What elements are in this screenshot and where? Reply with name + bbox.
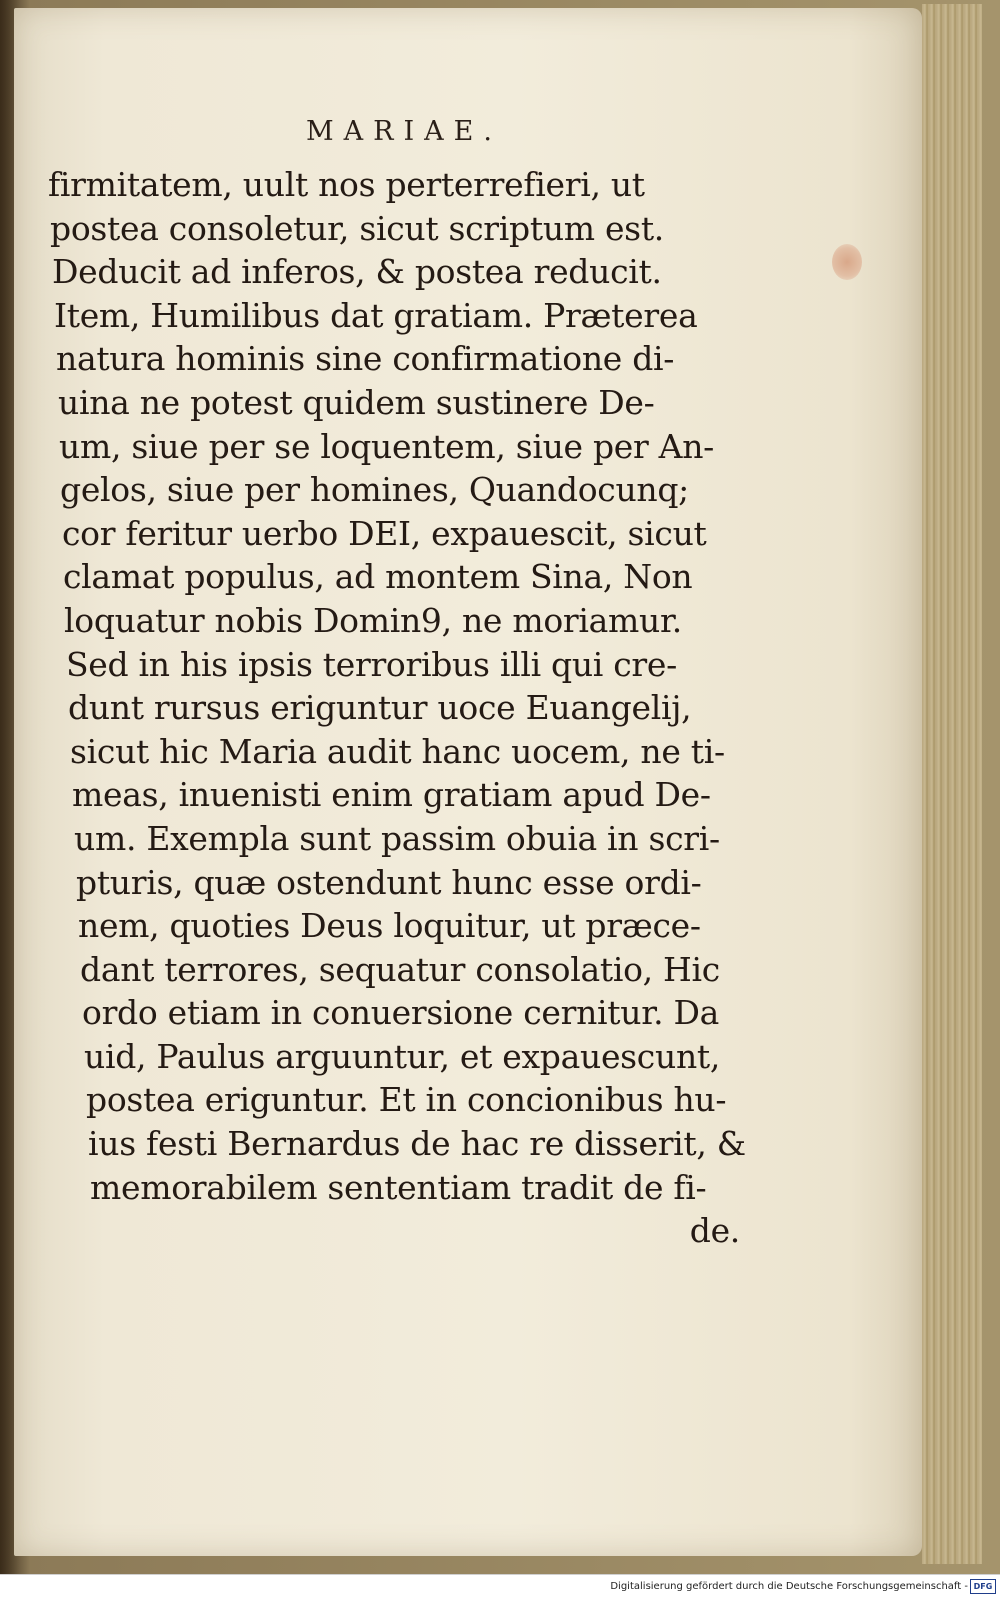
text-line: loquatur nobis Domin9, ne moriamur.	[64, 600, 682, 640]
text-line: dant terrores, sequatur consolatio, Hic	[80, 949, 720, 989]
text-line: um, siue per se loquentem, siue per An-	[59, 426, 715, 466]
page-edge	[922, 4, 982, 1564]
text-line: nem, quoties Deus loquitur, ut præce-	[78, 906, 701, 946]
running-head: MARIAE.	[306, 116, 502, 147]
footer-credit: Digitalisierung gefördert durch die Deutsche Forschungsgemeinschaft -	[610, 1581, 968, 1592]
text-line: Deducit ad inferos, & postea reducit.	[52, 252, 662, 292]
text-line: gelos, siue per homines, Quandocunq;	[60, 470, 689, 510]
text-line: postea consoletur, sicut scriptum est.	[50, 208, 664, 248]
text-line: uid, Paulus arguuntur, et expauescunt,	[84, 1036, 721, 1076]
text-line: postea eriguntur. Et in concionibus hu-	[86, 1080, 727, 1120]
text-line: pturis, quæ ostendunt hunc esse ordi-	[76, 862, 702, 902]
text-line: clamat populus, ad montem Sina, Non	[63, 557, 693, 597]
page-stain	[832, 244, 862, 280]
digitization-footer	[0, 1574, 1000, 1597]
text-line: natura hominis sine confirmatione di-	[56, 339, 675, 379]
text-line: ius festi Bernardus de hac re disserit, &	[88, 1124, 746, 1164]
text-line-catchword: de.	[689, 1211, 740, 1251]
text-block	[44, 163, 744, 1253]
text-line: sicut hic Maria audit hanc uocem, ne ti-	[70, 731, 725, 771]
text-line: um. Exempla sunt passim obuia in scri-	[74, 818, 720, 858]
text-line: firmitatem, uult nos perterrefieri, ut	[48, 165, 645, 204]
text-line: dunt rursus eriguntur uoce Euangelij,	[68, 688, 692, 728]
text-line: Item, Humilibus dat gratiam. Præterea	[54, 295, 698, 335]
text-line: ordo etiam in conuersione cernitur. Da	[82, 993, 719, 1033]
text-line: uina ne potest quidem sustinere De-	[58, 382, 655, 422]
text-line: memorabilem sententiam tradit de fi-	[90, 1167, 707, 1207]
text-line: cor feritur uerbo DEI, expauescit, sicut	[62, 513, 707, 553]
text-line: meas, inuenisti enim gratiam apud De-	[72, 775, 711, 815]
dfg-logo: DFG	[970, 1579, 996, 1594]
text-line: Sed in his ipsis terroribus illi qui cre-	[66, 644, 677, 684]
book-page	[14, 8, 922, 1556]
